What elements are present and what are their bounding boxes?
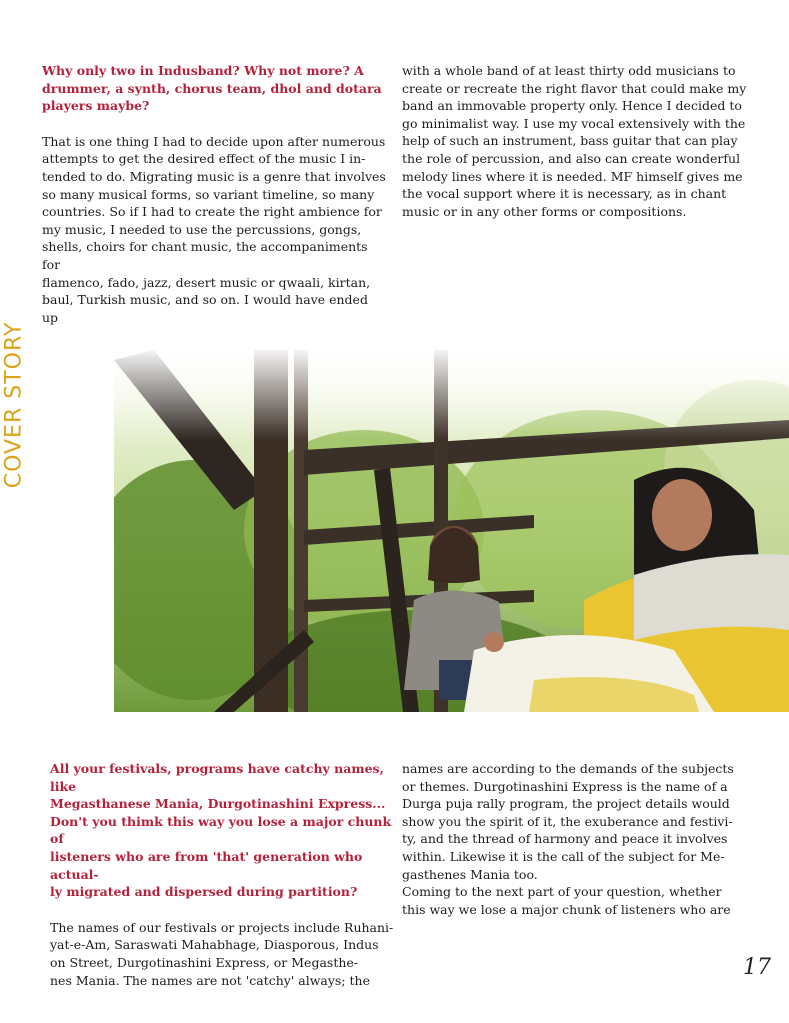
- band-photo: [114, 350, 789, 712]
- question-line: drummer, a synth, chorus team, dhol and dotara: [42, 80, 382, 96]
- answer-line: my music, I needed to use the percussions, gongs,: [42, 221, 362, 237]
- section-label: [2, 300, 26, 510]
- question-line: Don't you thimk this way you lose a major chunk of: [50, 813, 392, 847]
- answer-line: band an immovable property only. Hence I decided to: [402, 98, 742, 114]
- question-line: listeners who are from 'that' generation who actual-: [50, 848, 363, 882]
- answer-line: this way we lose a major chunk of listeners who are: [402, 901, 731, 917]
- answer-line: the vocal support where it is necessary, as in chant: [402, 186, 727, 202]
- section-label-text: COVER STORY: [1, 321, 27, 489]
- bottom-left-column: [50, 760, 395, 989]
- answer-line: gasthenes Mania too.: [402, 866, 538, 882]
- answer-line: Durga puja rally program, the project details would: [402, 796, 730, 812]
- question-line: Why only two in Indusband? Why not more? A: [42, 63, 364, 78]
- answer-line: That is one thing I had to decide upon after numerous: [42, 133, 386, 149]
- answer-line: flamenco, fado, jazz, desert music or qwaali, kirtan,: [42, 274, 371, 290]
- answer-line: nes Mania. The names are not 'catchy' always; the: [50, 972, 370, 988]
- page-number: 17: [743, 955, 771, 980]
- answer-line: with a whole band of at least thirty odd musicians to: [402, 63, 736, 78]
- answer-line: Coming to the next part of your question, whether: [402, 884, 722, 900]
- answer-line: on Street, Durgotinashini Express, or Megasthe-: [50, 954, 359, 970]
- top-right-column: [402, 62, 747, 220]
- answer-line: melody lines where it is needed. MF himself gives me: [402, 168, 743, 184]
- answer-line: the role of percussion, and also can create wonderful: [402, 150, 741, 166]
- answer-line: tended to do. Migrating music is a genre that involves: [42, 168, 386, 184]
- bottom-right-column: [402, 760, 747, 918]
- answer-line: The names of our festivals or projects include Ruhani-: [50, 919, 394, 935]
- answer-line: countries. So if I had to create the right ambience for: [42, 204, 382, 220]
- answer-line: show you the spirit of it, the exuberance and festivi-: [402, 813, 733, 829]
- answer-line: within. Likewise it is the call of the subject for Me-: [402, 848, 725, 864]
- question-line: Megasthanese Mania, Durgotinashini Express...: [50, 796, 386, 812]
- answer-line: ty, and the thread of harmony and peace it involves: [402, 831, 728, 847]
- question-line: All your festivals, programs have catchy names, like: [50, 761, 384, 794]
- question-line: ly migrated and dispersed during partition?: [50, 884, 358, 900]
- answer-line: shells, choirs for chant music, the accompaniments for: [42, 239, 368, 272]
- answer-line: baul, Turkish music, and so on. I would have ended up: [42, 292, 368, 325]
- top-left-column: [42, 62, 387, 326]
- answer-line: music or in any other forms or compositions.: [402, 203, 687, 219]
- answer-line: so many musical forms, so variant timeline, so many: [42, 186, 375, 202]
- answer-line: go minimalist way. I use my vocal extensively with the: [402, 115, 746, 131]
- answer-line: names are according to the demands of the subjects: [402, 761, 734, 776]
- answer-line: help of such an instrument, bass guitar that can play: [402, 133, 738, 149]
- answer-line: create or recreate the right flavor that could make my: [402, 80, 747, 96]
- answer-line: yat-e-Am, Saraswati Mahabhage, Diasporous, Indus: [50, 937, 379, 953]
- answer-line: attempts to get the desired effect of the music I in-: [42, 151, 366, 167]
- question-line: players maybe?: [42, 98, 150, 114]
- answer-line: or themes. Durgotinashini Express is the name of a: [402, 778, 728, 794]
